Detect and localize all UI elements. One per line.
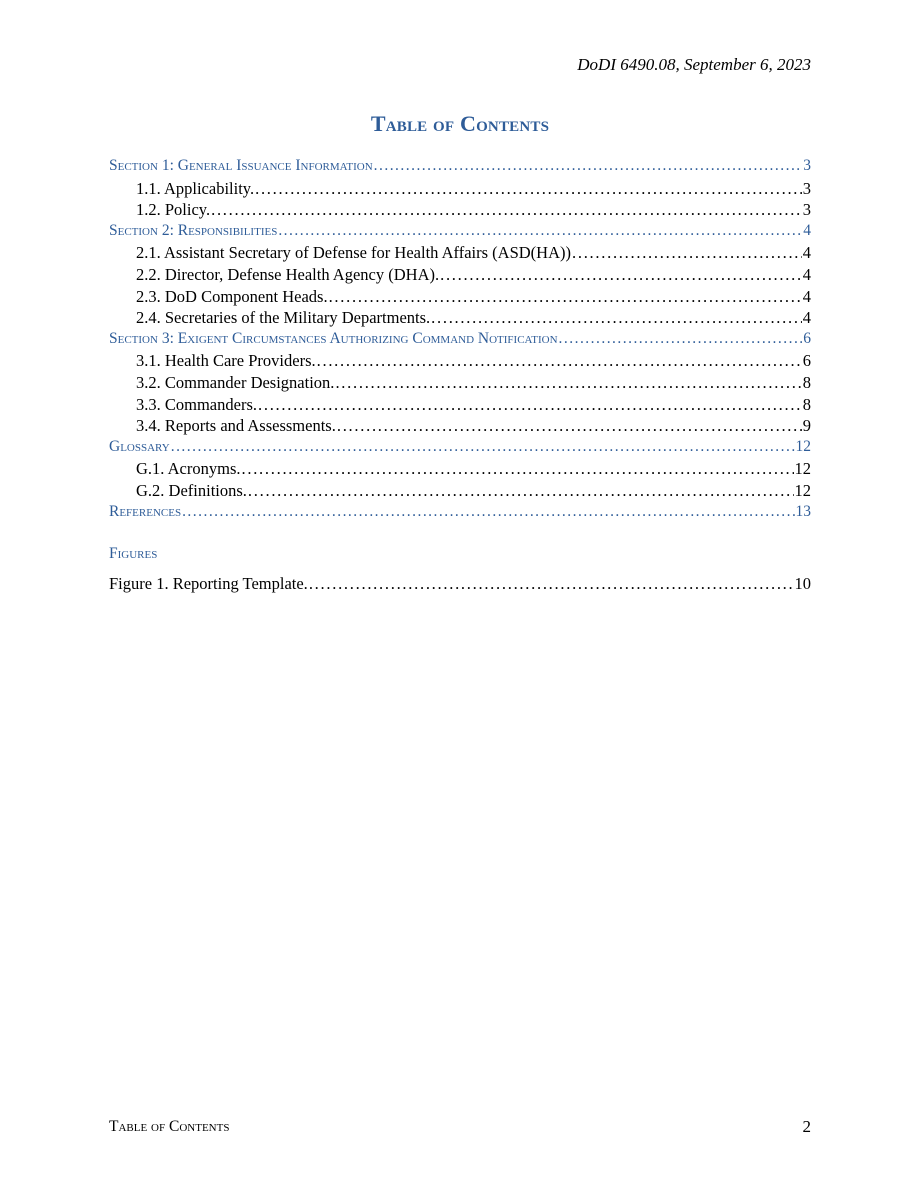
toc-entry-label: 1.1. Applicability. bbox=[136, 178, 255, 198]
toc-entry-page: 4 bbox=[802, 264, 811, 284]
dot-leader bbox=[329, 287, 802, 307]
dot-leader bbox=[431, 308, 802, 328]
toc-entry-label: References bbox=[109, 502, 182, 520]
toc-section-entry[interactable] bbox=[109, 503, 811, 525]
document-reference: DoDI 6490.08, September 6, 2023 bbox=[577, 55, 811, 74]
dot-leader bbox=[335, 373, 801, 393]
toc-entry-label: 3.3. Commanders. bbox=[136, 394, 257, 414]
toc-section-entry[interactable] bbox=[109, 330, 811, 352]
toc-subsection-entry[interactable] bbox=[109, 308, 811, 330]
toc-entry-label: Section 1: General Issuance Information bbox=[109, 157, 373, 174]
table-of-contents bbox=[109, 157, 811, 524]
toc-subsection-entry[interactable] bbox=[109, 395, 811, 417]
dot-leader bbox=[211, 200, 802, 220]
toc-entry-page: 3 bbox=[803, 157, 811, 174]
figure-entry[interactable] bbox=[109, 574, 811, 596]
dot-leader bbox=[374, 157, 803, 175]
toc-entry-label: 1.2. Policy. bbox=[136, 200, 211, 220]
toc-subsection-entry[interactable] bbox=[109, 287, 811, 309]
toc-entry-page: 3 bbox=[802, 200, 811, 220]
toc-entry-page: 13 bbox=[795, 502, 811, 520]
toc-entry-label: Section 2: Responsibilities bbox=[109, 221, 278, 239]
toc-entry-page: 6 bbox=[802, 351, 811, 371]
toc-entry-label: 2.1. Assistant Secretary of Defense for Health Affairs (ASD(HA)) bbox=[136, 243, 571, 263]
toc-section-entry[interactable] bbox=[109, 222, 811, 244]
toc-entry-label: 3.4. Reports and Assessments. bbox=[136, 416, 336, 436]
dot-leader bbox=[309, 574, 794, 594]
dot-leader bbox=[440, 265, 802, 285]
page-number: 2 bbox=[802, 1117, 811, 1136]
toc-entry-page: 3 bbox=[802, 178, 811, 198]
toc-subsection-entry[interactable] bbox=[109, 416, 811, 438]
toc-entry-label: 2.2. Director, Defense Health Agency (DHA). bbox=[136, 264, 440, 284]
toc-subsection-entry[interactable] bbox=[109, 459, 811, 481]
page-title: Table of Contents bbox=[370, 111, 550, 136]
toc-entry-page: 12 bbox=[794, 459, 811, 479]
toc-entry-label: 3.2. Commander Designation. bbox=[136, 372, 335, 392]
toc-entry-label: G.2. Definitions. bbox=[136, 480, 247, 500]
dot-leader bbox=[182, 503, 794, 521]
toc-subsection-entry[interactable] bbox=[109, 200, 811, 222]
dot-leader bbox=[337, 416, 802, 436]
toc-entry-label: Glossary bbox=[109, 437, 170, 455]
toc-entry-label: 3.1. Health Care Providers. bbox=[136, 351, 316, 371]
toc-entry-page: 12 bbox=[795, 437, 811, 455]
toc-entry-page: 8 bbox=[802, 394, 811, 414]
toc-entry-page: 4 bbox=[802, 243, 811, 263]
toc-subsection-entry[interactable] bbox=[109, 373, 811, 395]
toc-subsection-entry[interactable] bbox=[109, 179, 811, 201]
dot-leader bbox=[242, 459, 794, 479]
dot-leader bbox=[248, 481, 794, 501]
toc-entry-page: 9 bbox=[802, 416, 811, 436]
toc-entry-label: G.1. Acronyms. bbox=[136, 459, 241, 479]
toc-entry-label: Figure 1. Reporting Template. bbox=[109, 574, 308, 593]
toc-subsection-entry[interactable] bbox=[109, 481, 811, 503]
toc-entry-label: 2.4. Secretaries of the Military Departments. bbox=[136, 308, 431, 328]
toc-entry-page: 12 bbox=[794, 480, 811, 500]
dot-leader bbox=[255, 179, 802, 199]
figures-list bbox=[109, 574, 811, 596]
footer-label: Table of Contents bbox=[109, 1118, 230, 1135]
toc-entry-page: 4 bbox=[802, 308, 811, 328]
toc-subsection-entry[interactable] bbox=[109, 351, 811, 373]
toc-entry-page: 4 bbox=[803, 221, 811, 239]
toc-entry-page: 10 bbox=[794, 574, 811, 593]
toc-entry-label: 2.3. DoD Component Heads. bbox=[136, 286, 328, 306]
toc-subsection-entry[interactable] bbox=[109, 265, 811, 287]
toc-section-entry[interactable] bbox=[109, 438, 811, 460]
dot-leader bbox=[171, 438, 795, 456]
dot-leader bbox=[258, 395, 802, 415]
toc-entry-label: Section 3: Exigent Circumstances Authorizing Command Notification bbox=[109, 329, 558, 347]
dot-leader bbox=[559, 330, 803, 348]
figures-heading: Figures bbox=[109, 545, 158, 562]
dot-leader bbox=[278, 222, 802, 240]
toc-entry-page: 4 bbox=[802, 286, 811, 306]
toc-entry-page: 6 bbox=[803, 329, 811, 347]
dot-leader bbox=[572, 243, 802, 263]
dot-leader bbox=[317, 351, 802, 371]
toc-entry-page: 8 bbox=[802, 372, 811, 392]
toc-section-entry[interactable] bbox=[109, 157, 811, 179]
toc-subsection-entry[interactable] bbox=[109, 243, 811, 265]
